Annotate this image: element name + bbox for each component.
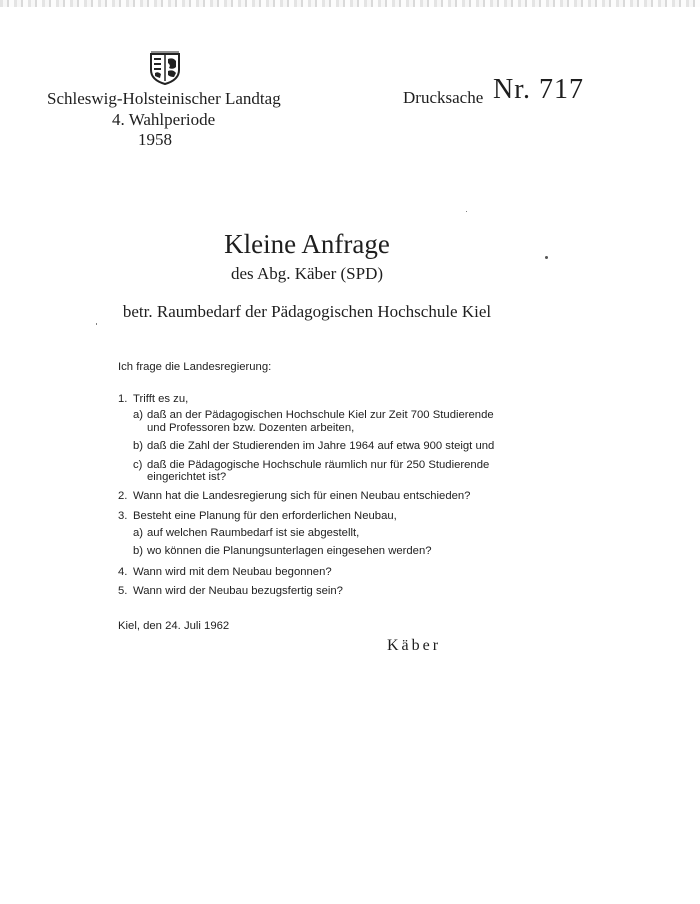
question-text: Wann wird mit dem Neubau begonnen? bbox=[133, 566, 332, 578]
period-year: 1958 bbox=[138, 130, 172, 149]
subquestion-text: daß die Pädagogische Hochschule räumlich nur für 250 Studierende bbox=[147, 459, 490, 471]
scan-speck bbox=[545, 256, 548, 259]
question-number: 1. bbox=[118, 393, 128, 405]
subquestion-label: a) bbox=[133, 527, 144, 539]
legislative-period: 4. Wahlperiode bbox=[112, 110, 216, 129]
signature: Käber bbox=[387, 637, 442, 654]
parliament-name: Schleswig-Holsteinischer Landtag bbox=[47, 89, 281, 108]
subquestion-text: eingerichtet ist? bbox=[147, 471, 227, 483]
subquestion-label: b) bbox=[133, 545, 144, 557]
scan-top-edge bbox=[0, 0, 700, 7]
question-text: Besteht eine Planung für den erforderlichen Neubau, bbox=[133, 510, 397, 522]
coat-of-arms-icon bbox=[149, 50, 181, 85]
drucksache-label: Drucksache bbox=[403, 88, 484, 107]
date-line: Kiel, den 24. Juli 1962 bbox=[118, 620, 230, 632]
drucksache-number: Nr. 717 bbox=[493, 74, 584, 105]
subquestion-text: daß an der Pädagogischen Hochschule Kiel zur Zeit 700 Studierende bbox=[147, 409, 494, 421]
question-number: 4. bbox=[118, 566, 128, 578]
scan-speck bbox=[466, 211, 467, 212]
scan-speck bbox=[96, 323, 97, 325]
document-subject: betr. Raumbedarf der Pädagogischen Hochschule Kiel bbox=[122, 302, 492, 321]
subquestion-text: und Professoren bzw. Dozenten arbeiten, bbox=[147, 422, 355, 434]
subquestion-label: b) bbox=[133, 440, 144, 452]
question-text: Trifft es zu, bbox=[133, 393, 189, 405]
question-number: 2. bbox=[118, 490, 128, 502]
question-text: Wann wird der Neubau bezugsfertig sein? bbox=[133, 585, 343, 597]
question-number: 5. bbox=[118, 585, 128, 597]
question-text: Wann hat die Landesregierung sich für einen Neubau entschieden? bbox=[133, 490, 471, 502]
question-number: 3. bbox=[118, 510, 128, 522]
document-title: Kleine Anfrage bbox=[224, 229, 390, 259]
intro-text: Ich frage die Landesregierung: bbox=[118, 361, 272, 373]
subquestion-text: auf welchen Raumbedarf ist sie abgestellt, bbox=[147, 527, 360, 539]
subquestion-label: c) bbox=[133, 459, 143, 471]
subquestion-label: a) bbox=[133, 409, 144, 421]
subquestion-text: wo können die Planungsunterlagen eingesehen werden? bbox=[147, 545, 432, 557]
subquestion-text: daß die Zahl der Studierenden im Jahre 1964 auf etwa 900 steigt und bbox=[147, 440, 495, 452]
document-subtitle: des Abg. Käber (SPD) bbox=[230, 264, 384, 283]
